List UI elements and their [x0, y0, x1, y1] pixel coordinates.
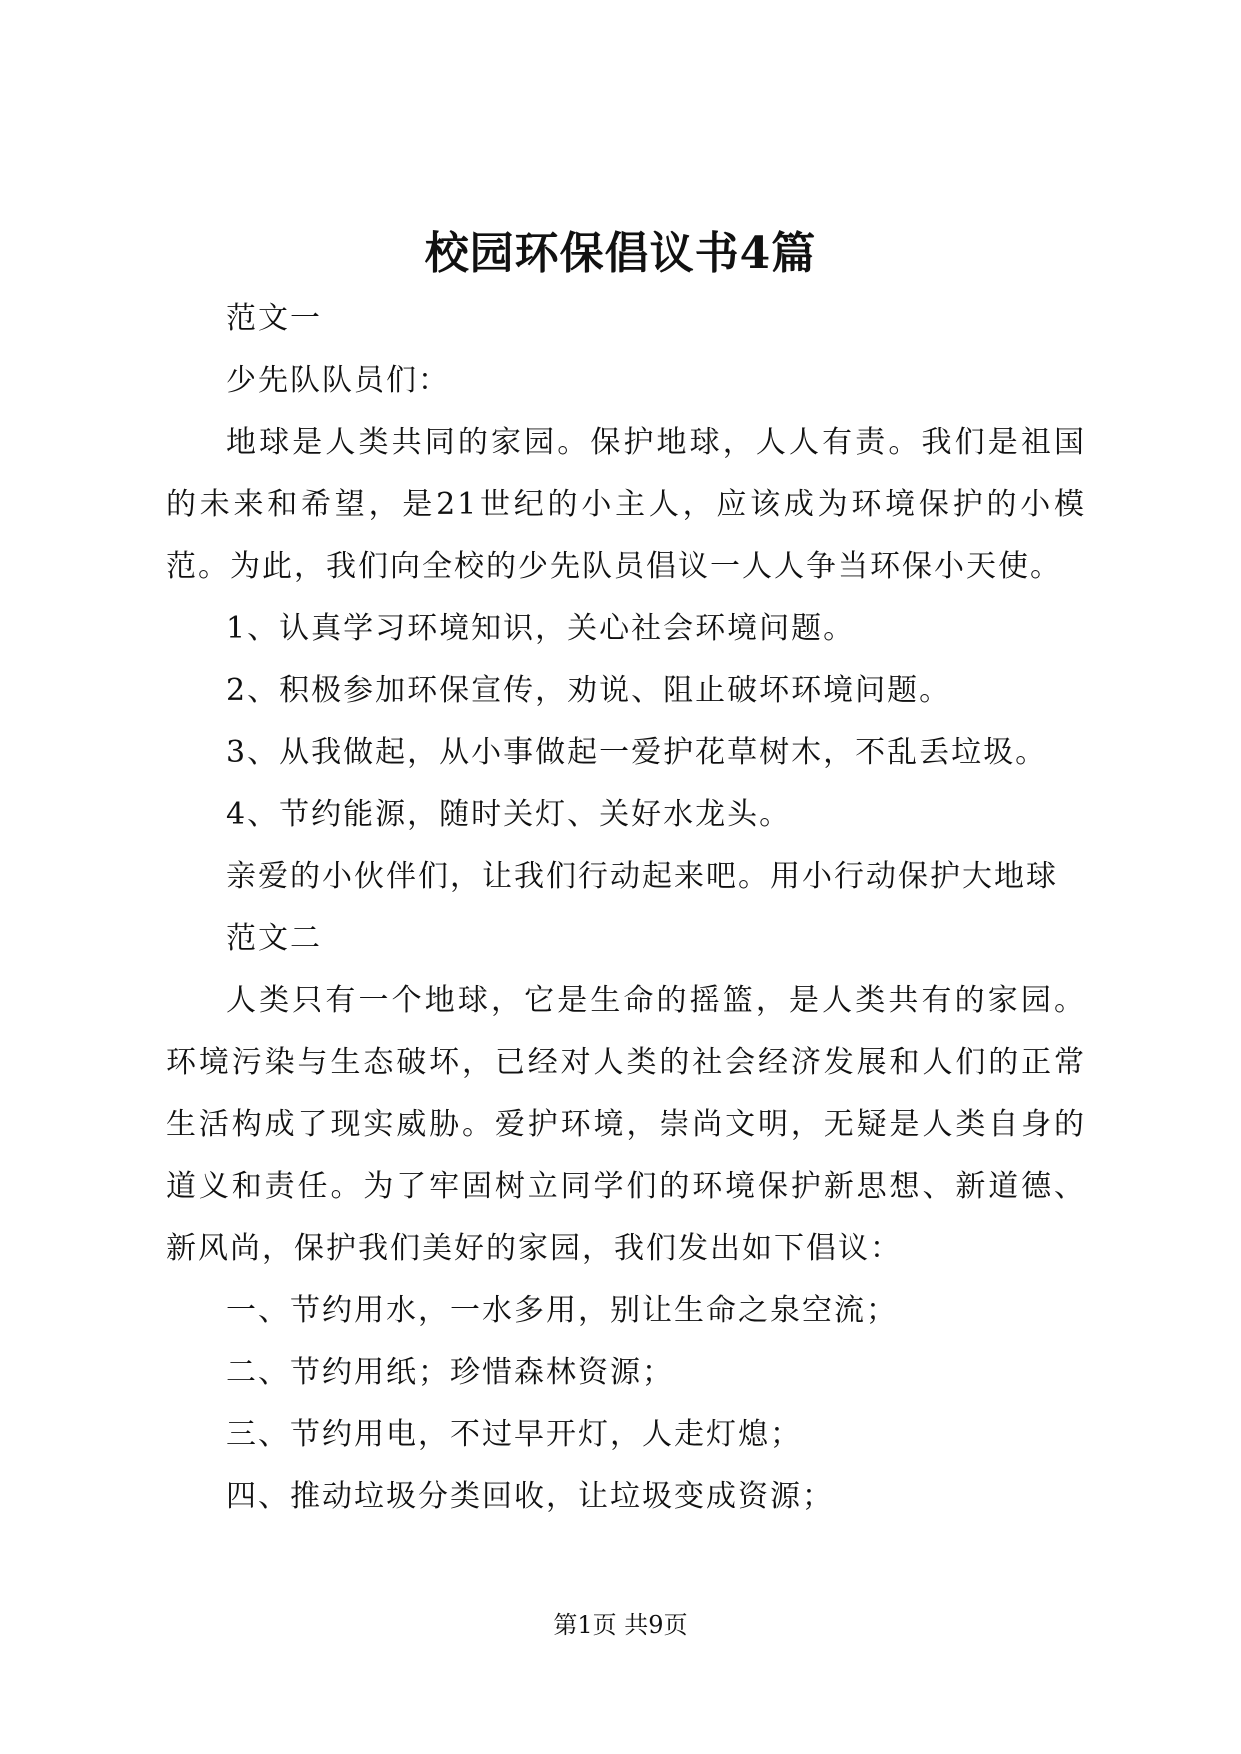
paragraph: 二、节约用纸；珍惜森林资源；: [226, 1355, 674, 1390]
paragraph: 三、节约用电，不过早开灯，人走灯熄；: [226, 1417, 802, 1452]
paragraph: 2、积极参加环保宣传，劝说、阻止破坏环境问题。: [226, 673, 952, 708]
paragraph: 范文二: [226, 921, 322, 956]
paragraph: 四、推动垃圾分类回收，让垃圾变成资源；: [226, 1479, 834, 1514]
paragraph: 1、认真学习环境知识，关心社会环境问题。: [226, 611, 856, 646]
page-footer: 第1页 共9页: [553, 1611, 688, 1639]
document-title: 校园环保倡议书4篇: [424, 228, 817, 279]
paragraph: 一、节约用水，一水多用，别让生命之泉空流；: [226, 1293, 898, 1328]
paragraph: 少先队队员们：: [226, 363, 450, 398]
paragraph: 人类只有一个地球，它是生命的摇篮，是人类共有的家园。环境污染与生态破坏，已经对人类的社会经济发展和人们的正常生活构成了现实威胁。爱护环境，崇尚文明，无疑是人类自身的道义和责任。为了牢固树立同学们的环境保护新思想、新道德、新风尚，保护我们美好的家园，我们发出如下倡议：: [166, 983, 1086, 1266]
document-body: [166, 288, 1086, 1528]
paragraph: 4、节约能源，随时关灯、关好水龙头。: [226, 797, 792, 832]
paragraph: 3、从我做起，从小事做起一爱护花草树木，不乱丢垃圾。: [226, 735, 1048, 770]
paragraph: 范文一: [226, 301, 322, 336]
paragraph: 亲爱的小伙伴们，让我们行动起来吧。用小行动保护大地球: [226, 859, 1058, 894]
paragraph: 地球是人类共同的家园。保护地球，人人有责。我们是祖国的未来和希望，是21世纪的小主人，应该成为环境保护的小模范。为此，我们向全校的少先队员倡议一人人争当环保小天使。: [166, 425, 1086, 584]
